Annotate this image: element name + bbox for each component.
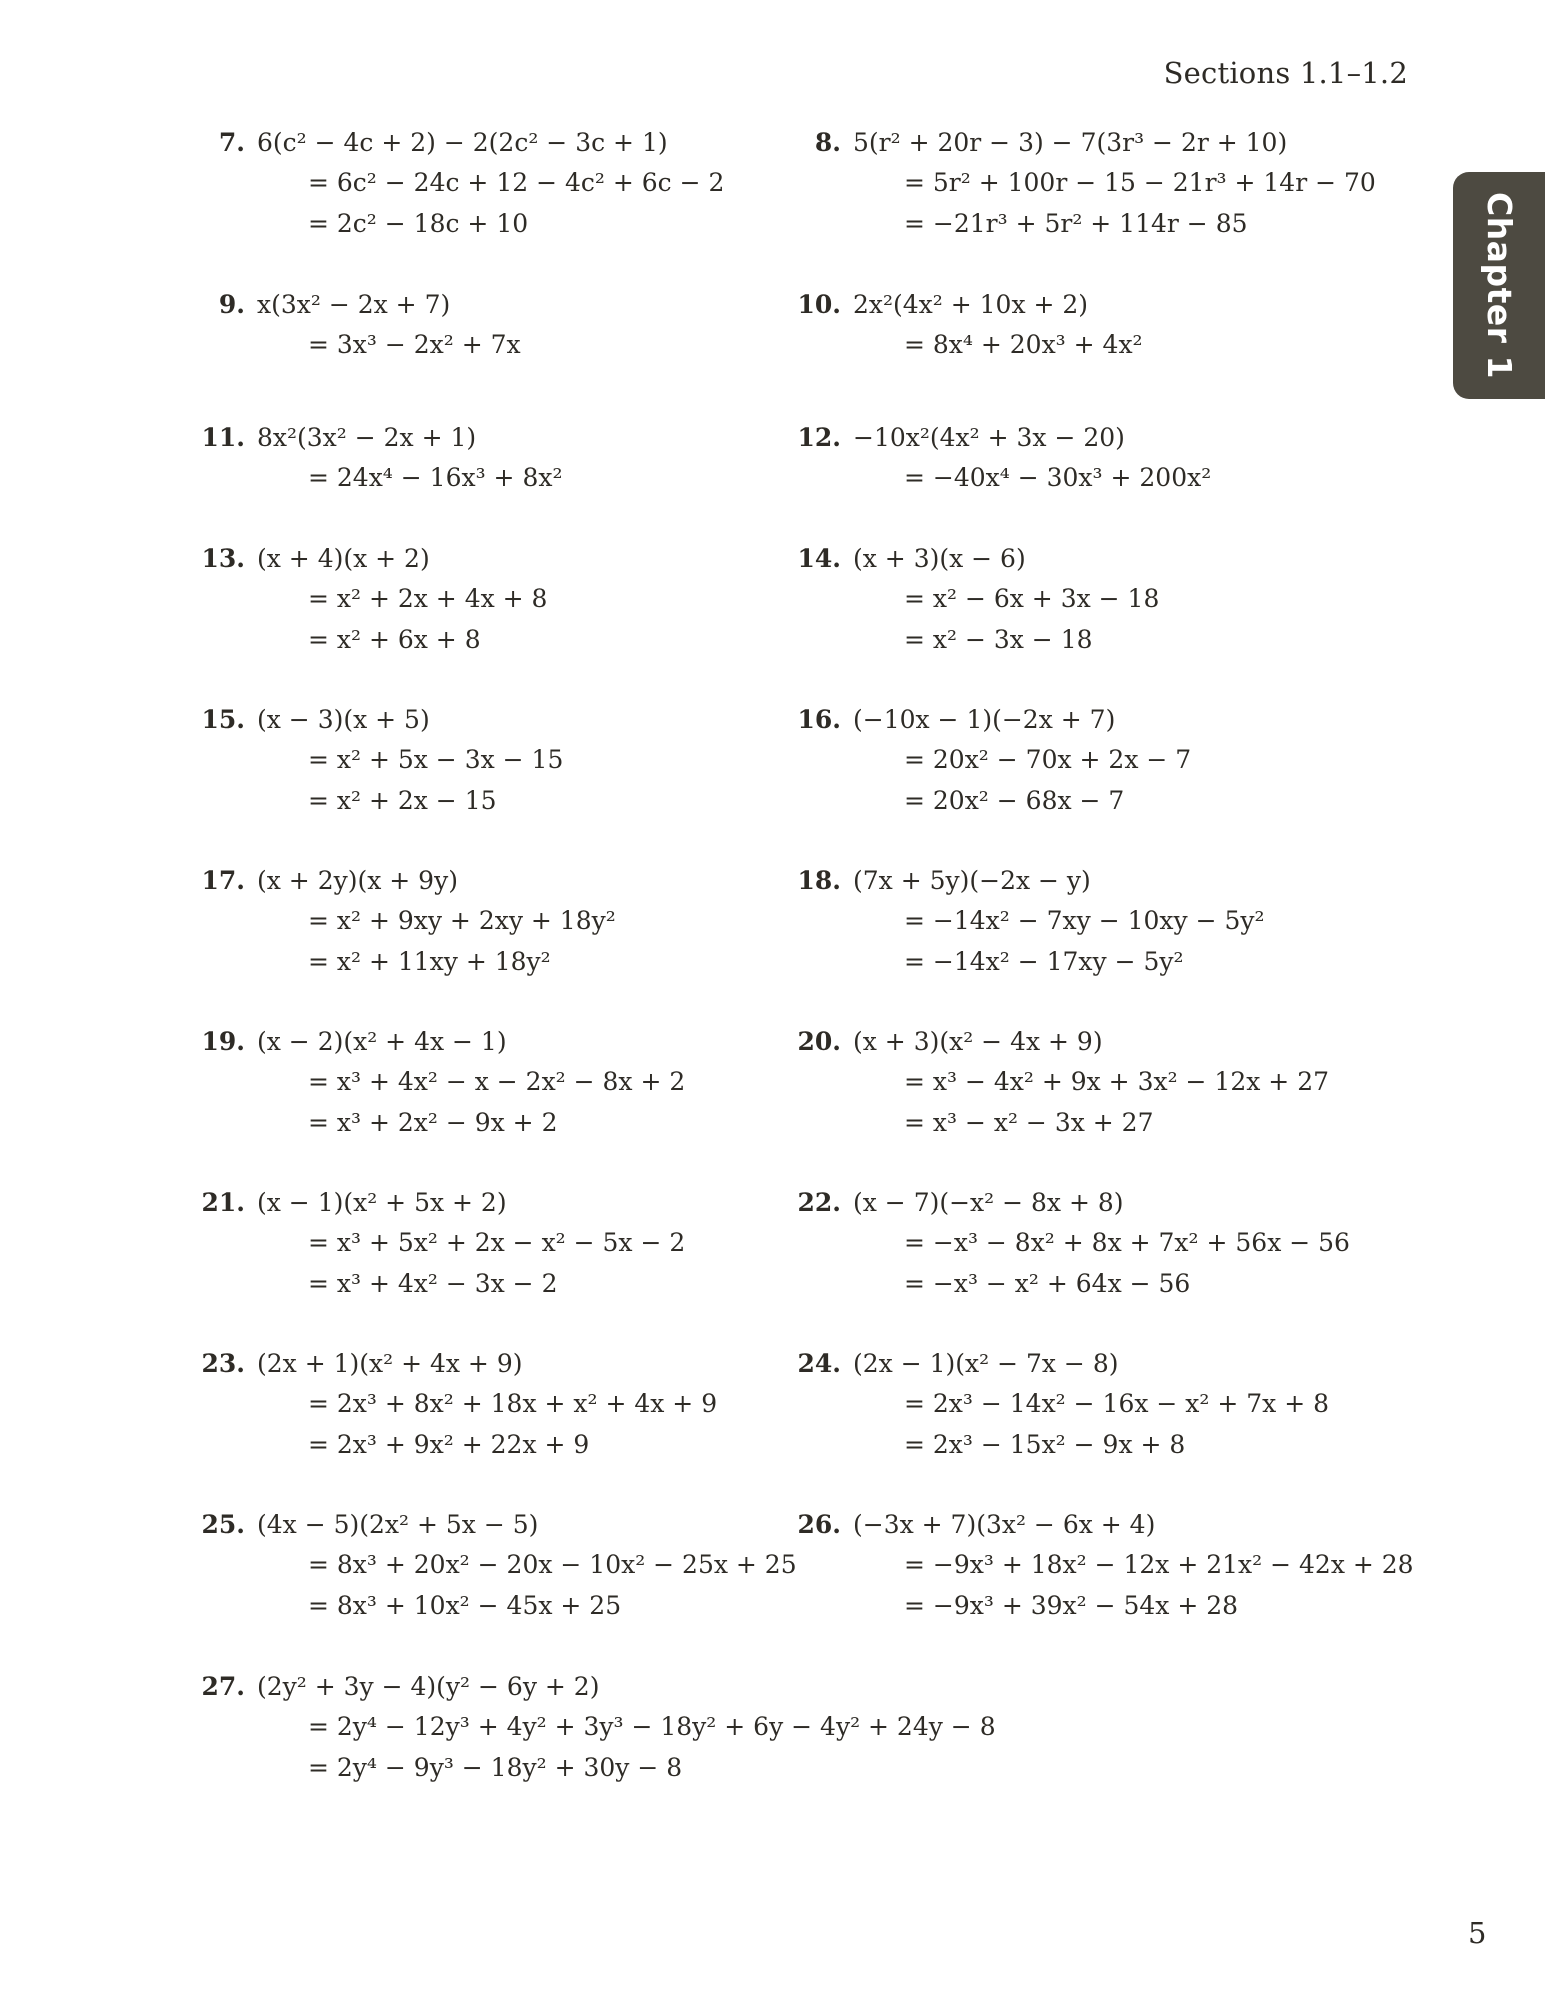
problem-expression: (7x + 5y)(−2x − y)	[853, 866, 1091, 895]
solution-step: = −9x³ + 18x² − 12x + 21x² − 42x + 28	[904, 1550, 1414, 1580]
problem-first-line	[201, 418, 562, 458]
problem-first-line	[797, 418, 1211, 458]
solution-step: = −14x² − 17xy − 5y²	[904, 946, 1184, 976]
solution-step: = x² + 9xy + 2xy + 18y²	[308, 906, 616, 936]
solution-step: = x³ + 2x² − 9x + 2	[308, 1107, 558, 1137]
problem-expression: (2x − 1)(x² − 7x − 8)	[853, 1349, 1119, 1378]
problem-first-line	[201, 1667, 996, 1707]
problem-expression: 2x²(4x² + 10x + 2)	[853, 290, 1089, 319]
solution-step: = 5r² + 100r − 15 − 21r³ + 14r − 70	[904, 168, 1376, 198]
solution-step: = 20x² − 70x + 2x − 7	[904, 745, 1192, 775]
problem-expression: (x − 2)(x² + 4x − 1)	[257, 1027, 507, 1056]
problem-first-line	[218, 285, 521, 325]
problem-number: 26.	[797, 1510, 841, 1539]
problem-number: 15.	[201, 705, 245, 734]
problem-number: 19.	[201, 1027, 245, 1056]
problem-first-line	[201, 1505, 797, 1545]
page-number: 5	[1468, 1916, 1487, 1950]
problem-item	[201, 1505, 797, 1626]
problem-item	[201, 861, 616, 982]
problem-expression: (x − 7)(−x² − 8x + 8)	[853, 1188, 1124, 1217]
problem-expression: (−10x − 1)(−2x + 7)	[853, 705, 1116, 734]
problem-expression: (−3x + 7)(3x² − 6x + 4)	[853, 1510, 1156, 1539]
solution-step: = 2x³ − 14x² − 16x − x² + 7x + 8	[904, 1389, 1329, 1419]
solution-step: = 3x³ − 2x² + 7x	[308, 330, 521, 360]
problem-expression: (2x + 1)(x² + 4x + 9)	[257, 1349, 523, 1378]
solution-step: = x² + 2x + 4x + 8	[308, 584, 548, 614]
problem-number: 9.	[218, 290, 245, 319]
solution-step: = x² − 3x − 18	[904, 624, 1093, 654]
problem-first-line	[797, 1344, 1329, 1384]
solution-step: = x³ − x² − 3x + 27	[904, 1107, 1154, 1137]
solution-step: = 2y⁴ − 9y³ − 18y² + 30y − 8	[308, 1752, 683, 1782]
problem-item	[797, 285, 1143, 366]
problem-number: 10.	[797, 290, 841, 319]
problem-item	[797, 539, 1160, 660]
problem-item	[797, 1183, 1350, 1304]
solution-step: = 2x³ + 8x² + 18x + x² + 4x + 9	[308, 1389, 718, 1419]
problem-first-line	[218, 123, 724, 163]
problem-first-line	[201, 1344, 717, 1384]
solution-step: = 8x⁴ + 20x³ + 4x²	[904, 330, 1143, 360]
problem-first-line	[201, 1183, 685, 1223]
problem-first-line	[797, 1505, 1414, 1545]
solution-step: = 20x² − 68x − 7	[904, 785, 1125, 815]
solution-step: = −x³ − x² + 64x − 56	[904, 1268, 1191, 1298]
problem-first-line	[201, 1022, 685, 1062]
problem-expression: (x + 3)(x² − 4x + 9)	[853, 1027, 1103, 1056]
solution-step: = 8x³ + 10x² − 45x + 25	[308, 1590, 622, 1620]
problem-expression: (x + 3)(x − 6)	[853, 544, 1026, 573]
problem-number: 20.	[797, 1027, 841, 1056]
problem-item	[201, 1667, 996, 1788]
problem-number: 22.	[797, 1188, 841, 1217]
solution-step: = −14x² − 7xy − 10xy − 5y²	[904, 906, 1265, 936]
solution-step: = −40x⁴ − 30x³ + 200x²	[904, 463, 1212, 493]
problem-first-line	[797, 539, 1159, 579]
problem-item	[814, 123, 1376, 244]
problem-first-line	[797, 861, 1265, 901]
problem-item	[201, 1344, 718, 1465]
problem-item	[201, 1022, 686, 1143]
problem-number: 23.	[201, 1349, 245, 1378]
problem-number: 25.	[201, 1510, 245, 1539]
problem-item	[797, 1022, 1329, 1143]
problem-expression: 6(c² − 4c + 2) − 2(2c² − 3c + 1)	[257, 128, 668, 157]
solution-step: = −21r³ + 5r² + 114r − 85	[904, 208, 1248, 238]
problem-first-line	[797, 700, 1191, 740]
problem-item	[797, 1505, 1414, 1626]
solution-step: = 6c² − 24c + 12 − 4c² + 6c − 2	[308, 168, 725, 198]
problem-expression: x(3x² − 2x + 7)	[257, 290, 451, 319]
problem-expression: (x − 1)(x² + 5x + 2)	[257, 1188, 507, 1217]
solution-step: = x² + 2x − 15	[308, 785, 497, 815]
solution-step: = x³ + 4x² − x − 2x² − 8x + 2	[308, 1067, 686, 1097]
problem-number: 16.	[797, 705, 841, 734]
problem-number: 13.	[201, 544, 245, 573]
problem-expression: 5(r² + 20r − 3) − 7(3r³ − 2r + 10)	[853, 128, 1288, 157]
problem-expression: (2y² + 3y − 4)(y² − 6y + 2)	[257, 1672, 600, 1701]
solution-step: = 2c² − 18c + 10	[308, 208, 529, 238]
problem-number: 24.	[797, 1349, 841, 1378]
problem-item	[201, 539, 548, 660]
problem-first-line	[797, 285, 1143, 325]
solution-step: = −9x³ + 39x² − 54x + 28	[904, 1590, 1239, 1620]
problem-item	[218, 285, 521, 366]
problem-item	[218, 123, 725, 244]
problem-expression: (x + 2y)(x + 9y)	[257, 866, 458, 895]
solution-step: = x² + 5x − 3x − 15	[308, 745, 564, 775]
problem-number: 18.	[797, 866, 841, 895]
solution-step: = 8x³ + 20x² − 20x − 10x² − 25x + 25	[308, 1550, 797, 1580]
problem-expression: (x − 3)(x + 5)	[257, 705, 430, 734]
problem-item	[201, 1183, 686, 1304]
problem-item	[797, 700, 1192, 821]
problem-number: 12.	[797, 423, 841, 452]
section-header: Sections 1.1–1.2	[1163, 56, 1408, 90]
problem-number: 11.	[201, 423, 245, 452]
solution-step: = 24x⁴ − 16x³ + 8x²	[308, 463, 563, 493]
problem-first-line	[201, 700, 563, 740]
problem-item	[797, 418, 1212, 499]
problem-expression: −10x²(4x² + 3x − 20)	[853, 423, 1125, 452]
solution-step: = 2y⁴ − 12y³ + 4y² + 3y³ − 18y² + 6y − 4y² + 24y − 8	[308, 1712, 996, 1742]
problem-item	[797, 861, 1265, 982]
chapter-tab	[1453, 172, 1545, 399]
solution-step: = x³ − 4x² + 9x + 3x² − 12x + 27	[904, 1067, 1329, 1097]
problem-number: 17.	[201, 866, 245, 895]
problem-number: 21.	[201, 1188, 245, 1217]
problem-number: 14.	[797, 544, 841, 573]
problem-first-line	[797, 1022, 1329, 1062]
solution-step: = 2x³ + 9x² + 22x + 9	[308, 1429, 590, 1459]
problem-first-line	[814, 123, 1376, 163]
problem-first-line	[797, 1183, 1350, 1223]
solution-step: = x³ + 5x² + 2x − x² − 5x − 2	[308, 1228, 686, 1258]
problem-expression: (4x − 5)(2x² + 5x − 5)	[257, 1510, 539, 1539]
problem-first-line	[201, 539, 547, 579]
problem-number: 27.	[201, 1672, 245, 1701]
solution-step: = −x³ − 8x² + 8x + 7x² + 56x − 56	[904, 1228, 1350, 1258]
solution-step: = 2x³ − 15x² − 9x + 8	[904, 1429, 1186, 1459]
solution-step: = x³ + 4x² − 3x − 2	[308, 1268, 558, 1298]
problem-item	[201, 700, 564, 821]
problem-expression: 8x²(3x² − 2x + 1)	[257, 423, 477, 452]
problem-expression: (x + 4)(x + 2)	[257, 544, 430, 573]
problem-first-line	[201, 861, 616, 901]
problem-number: 7.	[218, 128, 245, 157]
solution-step: = x² + 6x + 8	[308, 624, 481, 654]
chapter-tab-label: Chapter 1	[1479, 192, 1519, 379]
problem-number: 8.	[814, 128, 841, 157]
problem-item	[201, 418, 563, 499]
solution-step: = x² + 11xy + 18y²	[308, 946, 551, 976]
problem-item	[797, 1344, 1329, 1465]
solution-step: = x² − 6x + 3x − 18	[904, 584, 1160, 614]
